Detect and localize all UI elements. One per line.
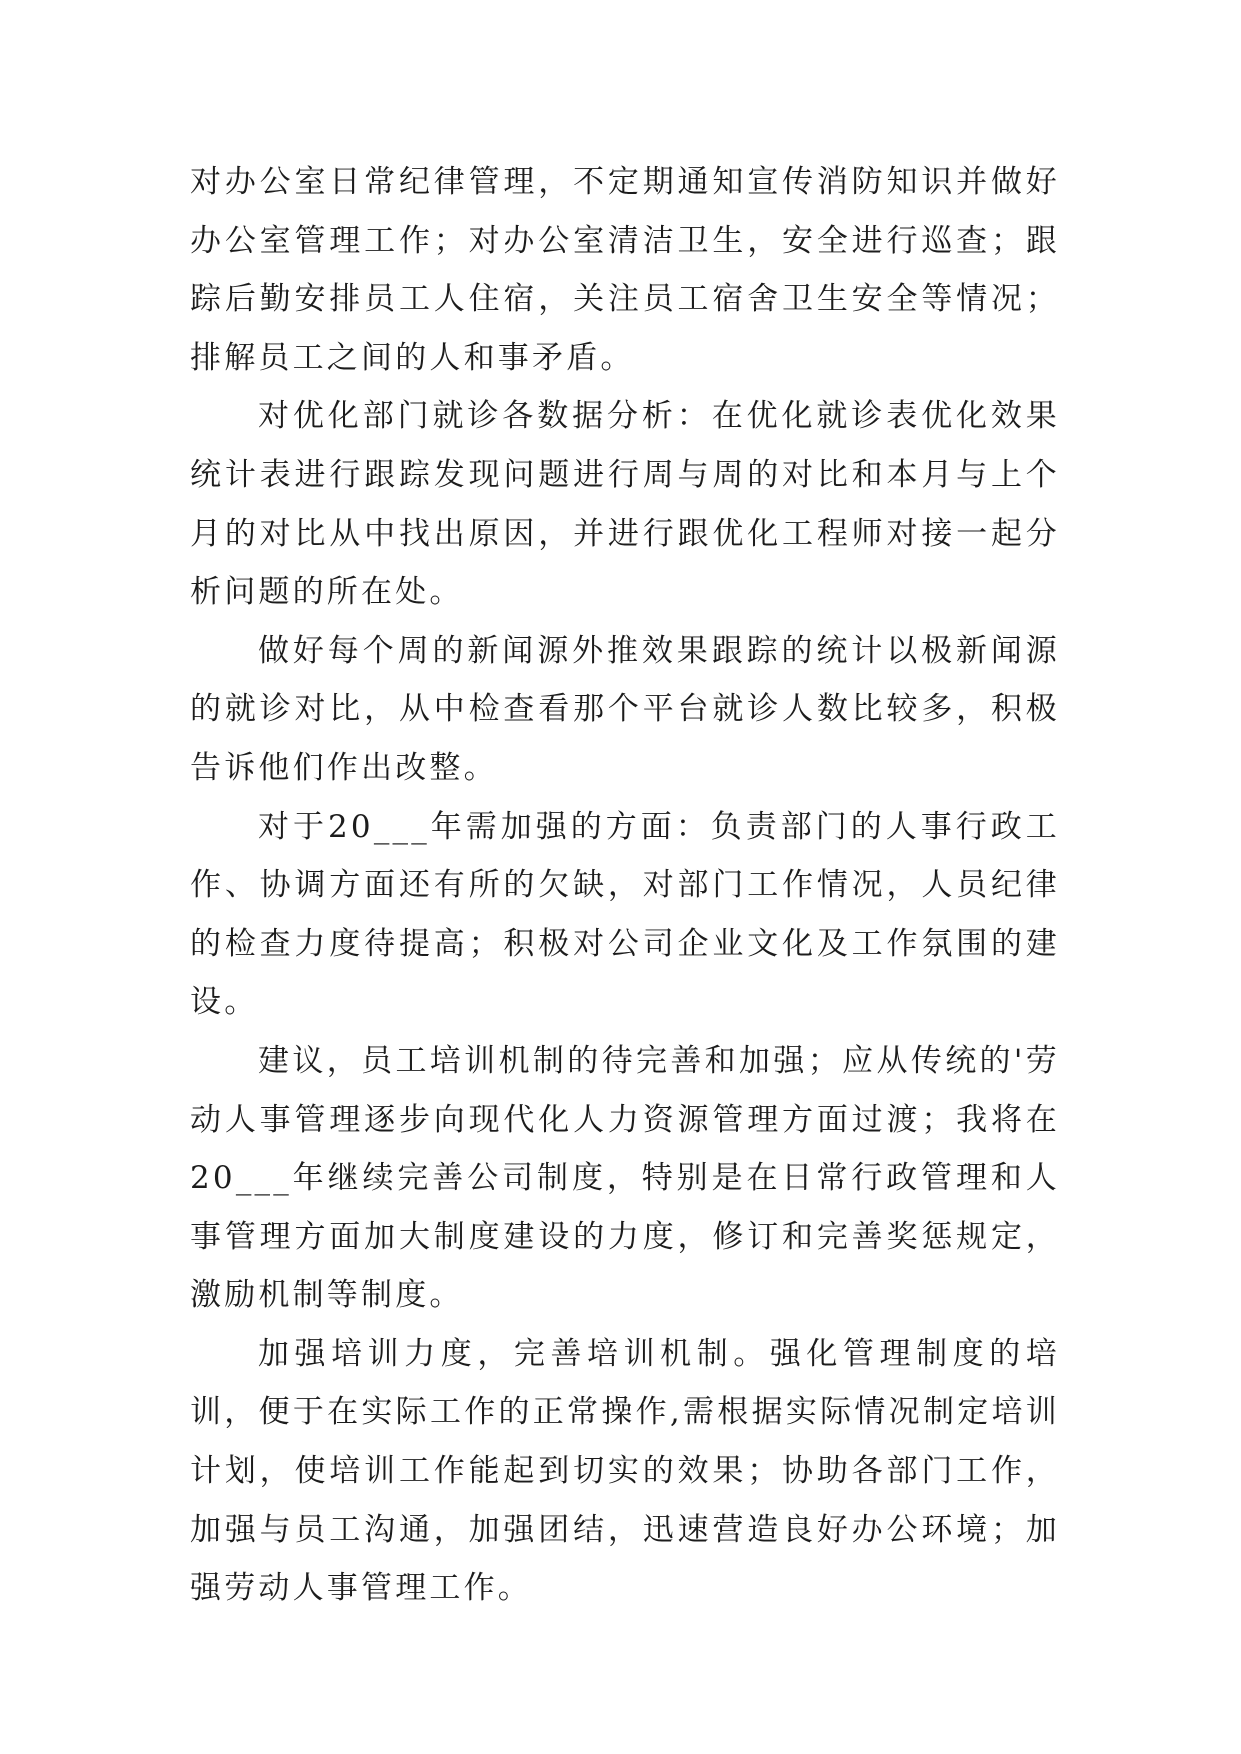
paragraph-news-source-tracking: 做好每个周的新闻源外推效果跟踪的统计以极新闻源的就诊对比，从中检查看那个平台就诊人数比较多，积极告诉他们作出改整。 — [190, 632, 1060, 786]
paragraph-data-analysis: 对优化部门就诊各数据分析：在优化就诊表优化效果统计表进行跟踪发现问题进行周与周的对比和本月与上个月的对比从中找出原因，并进行跟优化工程师对接一起分析问题的所在处。 — [190, 398, 1060, 611]
paragraph-office-discipline: 对办公室日常纪律管理，不定期通知宣传消防知识并做好办公室管理工作；对办公室清洁卫生，安全进行巡查；跟踪后勤安排员工人住宿，关注员工宿舍卫生安全等情况；排解员工之间的人和事矛盾。 — [190, 164, 1060, 376]
paragraph-suggestions: 建议，员工培训机制的待完善和加强；应从传统的'劳动人事管理逐步向现代化人力资源管理方面过渡；我将在20___年继续完善公司制度，特别是在日常行政管理和人事管理方面加大制度建设的力度，修订和完善奖惩规定，激励机制等制度。 — [190, 1042, 1060, 1314]
paragraph-areas-to-strengthen: 对于20___年需加强的方面：负责部门的人事行政工作、协调方面还有所的欠缺，对部门工作情况，人员纪律的检查力度待提高；积极对公司企业文化及工作氛围的建设。 — [190, 808, 1060, 1021]
document-body — [190, 153, 1060, 1618]
paragraph-training: 加强培训力度，完善培训机制。强化管理制度的培训，便于在实际工作的正常操作,需根据实际情况制定培训计划，使培训工作能起到切实的效果；协助各部门工作，加强与员工沟通，加强团结，迅速营造良好办公环境；加强劳动人事管理工作。 — [190, 1335, 1060, 1607]
